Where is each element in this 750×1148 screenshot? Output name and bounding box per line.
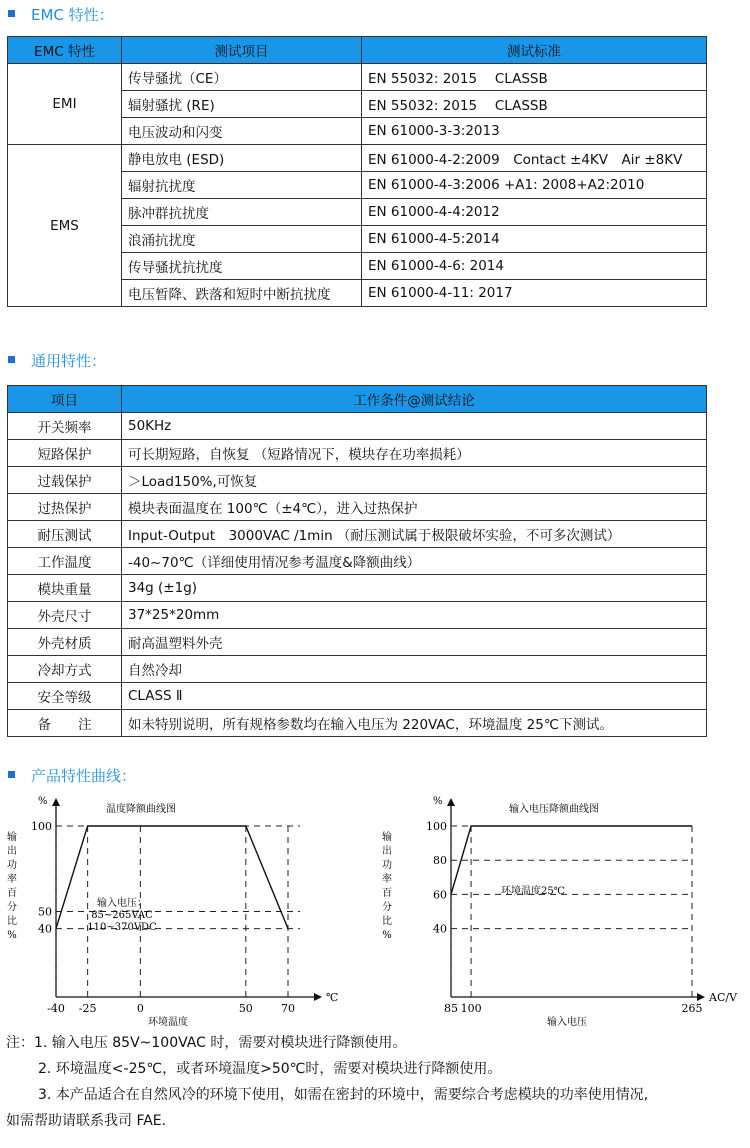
note-line: 如需帮助请联系我司 FAE. xyxy=(6,1113,167,1129)
y-unit-label: % xyxy=(433,796,443,807)
y-axis-label-char: 输 xyxy=(7,832,17,843)
emc-header-cell: 测试标准 xyxy=(362,37,707,64)
spec-value: -40~70℃（详细使用情况参考温度&降额曲线） xyxy=(122,548,707,575)
test-standard: EN 61000-4-2:2009 Contact ±4KV Air ±8KV xyxy=(362,145,707,172)
chart-title: 输入电压降额曲线图 xyxy=(509,804,599,815)
y-tick-label: 40 xyxy=(38,922,52,936)
spec-value: 34g (±1g) xyxy=(122,575,707,602)
x-tick-label: 50 xyxy=(238,1002,253,1015)
test-item: 脉冲群抗扰度 xyxy=(122,199,362,226)
test-item: 传导骚扰抗扰度 xyxy=(122,253,362,280)
table-row xyxy=(8,64,707,91)
x-tick-label: 100 xyxy=(460,1002,482,1015)
spec-value: 自然冷却 xyxy=(122,656,707,683)
test-standard: EN 61000-4-11: 2017 xyxy=(362,280,707,307)
y-axis-label-char: 输 xyxy=(382,832,392,843)
emc-heading: EMC 特性： xyxy=(8,4,114,25)
spec-name: 冷却方式 xyxy=(8,656,122,683)
y-tick-label: 100 xyxy=(426,820,447,833)
x-axis-arrow-icon xyxy=(697,993,705,1001)
spec-name: 开关频率 xyxy=(8,413,122,440)
spec-name: 备 注 xyxy=(8,710,122,737)
emc-header-cell: 测试项目 xyxy=(122,37,362,64)
general-heading: 通用特性： xyxy=(8,350,106,371)
y-tick-label: 80 xyxy=(433,854,447,868)
spec-name: 过热保护 xyxy=(8,494,122,521)
test-item: 浪涌抗扰度 xyxy=(122,226,362,253)
table-row xyxy=(8,145,707,172)
y-axis-label-char: 分 xyxy=(7,902,17,913)
spec-name: 外壳尺寸 xyxy=(8,602,122,629)
x-tick-label: -40 xyxy=(47,1002,65,1015)
y-axis-label-char: 比 xyxy=(7,916,17,927)
general-header-cell: 项目 xyxy=(8,386,122,413)
test-standard: EN 61000-3-3:2013 xyxy=(362,118,707,145)
general-header-row xyxy=(8,386,707,413)
y-axis-label-char: 百 xyxy=(7,888,17,899)
y-axis-label-char: % xyxy=(382,930,392,941)
general-header-cell: 工作条件@测试结论 xyxy=(122,386,707,413)
x-tick-label: 0 xyxy=(136,1002,144,1015)
emc-header-cell: EMC 特性 xyxy=(8,37,122,64)
table-row xyxy=(8,602,707,629)
emc-group-emi: EMI xyxy=(8,64,122,145)
spec-value: 50KHz xyxy=(122,413,707,440)
bullet-square-icon xyxy=(8,771,15,778)
x-axis-arrow-icon xyxy=(314,993,322,1001)
test-item: 电压波动和闪变 xyxy=(122,118,362,145)
input-voltage-derating-chart xyxy=(375,788,750,1028)
x-unit-label: AC/V xyxy=(709,991,738,1004)
spec-value: 耐高温塑料外壳 xyxy=(122,629,707,656)
y-axis-label-char: 分 xyxy=(382,902,392,913)
test-standard: EN 61000-4-4:2012 xyxy=(362,199,707,226)
general-table xyxy=(7,385,707,737)
test-standard: EN 55032: 2015 CLASSB xyxy=(362,91,707,118)
test-standard: EN 61000-4-6: 2014 xyxy=(362,253,707,280)
chart-annotation: 环境温度25℃ xyxy=(501,886,565,897)
table-row xyxy=(8,440,707,467)
x-unit-label: ℃ xyxy=(326,991,339,1004)
spec-value: 如未特别说明，所有规格参数均在输入电压为 220VAC，环境温度 25℃下测试。 xyxy=(122,710,707,737)
y-axis-label-char: 比 xyxy=(382,916,392,927)
chart-annotation: 85~265VAC xyxy=(91,910,153,921)
table-row xyxy=(8,575,707,602)
y-axis-label-char: 功 xyxy=(382,860,392,871)
table-row xyxy=(8,548,707,575)
spec-name: 过载保护 xyxy=(8,467,122,494)
curves-heading: 产品特性曲线： xyxy=(8,765,136,786)
test-item: 辐射抗扰度 xyxy=(122,172,362,199)
chart-annotation: 110~370VDC xyxy=(87,922,157,933)
spec-name: 耐压测试 xyxy=(8,521,122,548)
test-standard: EN 61000-4-5:2014 xyxy=(362,226,707,253)
x-axis-label: 环境温度 xyxy=(148,1017,188,1028)
y-axis-arrow-icon xyxy=(52,798,60,806)
x-tick-label: 265 xyxy=(681,1002,703,1015)
y-tick-label: 60 xyxy=(433,888,447,902)
bullet-square-icon xyxy=(8,10,15,17)
emc-table xyxy=(7,36,707,307)
emc-header-row xyxy=(8,37,707,64)
x-tick-label: 70 xyxy=(281,1002,295,1015)
test-item: 静电放电 (ESD) xyxy=(122,145,362,172)
y-unit-label: % xyxy=(38,796,48,807)
y-axis-label-char: 率 xyxy=(382,874,392,885)
notes-block xyxy=(6,1030,746,1134)
test-item: 传导骚扰（CE） xyxy=(122,64,362,91)
spec-value: ＞Load150%,可恢复 xyxy=(122,467,707,494)
test-item: 辐射骚扰 (RE) xyxy=(122,91,362,118)
chart-annotation: 输入电压： xyxy=(97,898,147,909)
y-axis-label-char: 功 xyxy=(7,860,17,871)
note-line: 注：1. 输入电压 85V~100VAC 时，需要对模块进行降额使用。 xyxy=(6,1035,407,1051)
emc-group-ems: EMS xyxy=(8,145,122,307)
spec-name: 工作温度 xyxy=(8,548,122,575)
spec-value: CLASS Ⅱ xyxy=(122,683,707,710)
table-row xyxy=(8,683,707,710)
spec-value: 37*25*20mm xyxy=(122,602,707,629)
temperature-derating-chart xyxy=(0,788,375,1028)
y-axis-arrow-icon xyxy=(447,798,455,806)
note-line: 3. 本产品适合在自然风冷的环境下使用，如需在密封的环境中，需要综合考虑模块的功率使用情况, xyxy=(38,1087,649,1103)
table-row xyxy=(8,710,707,737)
y-axis-label-char: 出 xyxy=(382,846,392,857)
y-tick-label: 100 xyxy=(31,820,52,833)
y-axis-label-char: 出 xyxy=(7,846,17,857)
y-axis-label-char: % xyxy=(7,930,17,941)
test-standard: EN 55032: 2015 CLASSB xyxy=(362,64,707,91)
table-row xyxy=(8,521,707,548)
x-tick-label: 85 xyxy=(444,1002,458,1015)
chart-title: 温度降额曲线图 xyxy=(106,804,176,815)
spec-value: 可长期短路，自恢复 （短路情况下，模块存在功率损耗） xyxy=(122,440,707,467)
table-row xyxy=(8,629,707,656)
spec-value: Input-Output 3000VAC /1min （耐压测试属于极限破坏实验，不可多次测试） xyxy=(122,521,707,548)
y-axis-label-char: 百 xyxy=(382,888,392,899)
spec-name: 短路保护 xyxy=(8,440,122,467)
x-axis-label: 输入电压 xyxy=(547,1017,587,1028)
table-row xyxy=(8,656,707,683)
table-row xyxy=(8,467,707,494)
table-row xyxy=(8,413,707,440)
spec-name: 外壳材质 xyxy=(8,629,122,656)
test-standard: EN 61000-4-3:2006 +A1: 2008+A2:2010 xyxy=(362,172,707,199)
note-line: 2. 环境温度<-25℃，或者环境温度>50℃时，需要对模块进行降额使用。 xyxy=(38,1061,502,1077)
x-tick-label: -25 xyxy=(78,1002,97,1015)
spec-name: 安全等级 xyxy=(8,683,122,710)
table-row xyxy=(8,494,707,521)
y-tick-label: 40 xyxy=(433,922,447,936)
spec-value: 模块表面温度在 100℃（±4℃），进入过热保护 xyxy=(122,494,707,521)
y-axis-label-char: 率 xyxy=(7,874,17,885)
bullet-square-icon xyxy=(8,356,15,363)
spec-name: 模块重量 xyxy=(8,575,122,602)
y-tick-label: 50 xyxy=(38,905,52,919)
test-item: 电压暂降、跌落和短时中断抗扰度 xyxy=(122,280,362,307)
